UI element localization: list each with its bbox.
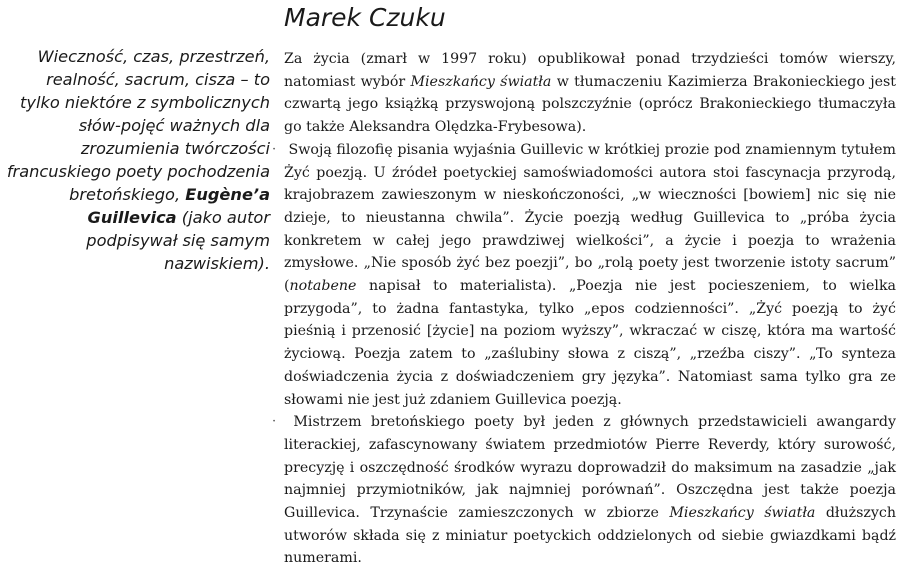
book-title: Mieszkańcy światła <box>669 505 816 522</box>
sidebar-poet-name: Eugène’a Guillevica <box>87 185 270 227</box>
paragraph-3-text-a: Mistrzem bretońskiego poety był jeden z głównych przedstawicieli awangardy literackiej, zafascynowany światem przedmiotów Pierre Reverdy, który surowość, precyzję i oszczędność środków wyrazu doprowadził do maksimum na zasadzie „jak najmniej przymiotników, jak najmniej porównań”. Oszczędna jest także poezja Guillevica. Trzynaście zamieszczonych w zbiorze <box>284 414 896 522</box>
article-body <box>272 48 897 570</box>
author-heading: Marek Czuku <box>284 3 446 32</box>
paragraph-1-text-a: Za życia (zmarł w 1997 roku) opublikował ponad trzydzieści tomów wierszy, natomiast wybór <box>284 51 896 90</box>
sidebar-lead <box>2 45 270 275</box>
sidebar-lead-tail: (jako autor podpisywał się samym nazwiskiem). <box>86 208 270 273</box>
paragraph-1 <box>284 48 896 139</box>
paragraph-2-text-a: Swoją filozofię pisania wyjaśnia Guillevic w krótkiej prozie pod znamiennym tytułem Żyć poezją. U źródeł poetyckiej samoświadomości autora stoi fascynacja przyrodą, krajobrazem zawieszonym w nieskończoności, „w wieczności [bowiem] nic się nie dzieje, to nieustanna chwila”. Życie poezją według Guillevica to „próba życia konkretem w całej jego prawdziwej wielkości”, a życie i poezja to wrażenia zmysłowe. „Nie sposób żyć bez poezji”, bo „rolą poety jest tworzenie istoty sacrum” ( <box>284 141 896 295</box>
paragraph-marker: · <box>272 414 277 430</box>
paragraph-3 <box>272 411 896 570</box>
book-title: Mieszkańcy światła <box>410 73 552 90</box>
notabene-emphasis: notabene <box>289 278 357 295</box>
sidebar-lead-text: Wieczność, czas, przestrzeń, realność, sacrum, cisza – to tylko niektóre z symbolicznych słów-pojęć ważnych dla zrozumienia twórczości francuskiego poety pochodzenia bretońskiego, <box>6 47 270 204</box>
paragraph-2-text-b: napisał to materialista). „Poezja nie jest pocieszeniem, to wielka przygoda”, to żadna fantastyka, tylko „epos codzienności”. „Żyć poezją to żyć pieśnią i przenosić [życie] na poziom wyższy”, wkraczać w ciszę, która ma wartość życiową. Poezja zatem to „zaślubiny słowa z ciszą”, „rzeźba ciszy”. „To synteza doświadczenia życia z doświadczeniem gry języka”. Natomiast sama tylko gra ze słowami nie jest już zdaniem Guillevica poezją. <box>284 278 897 408</box>
paragraph-3-text-b: dłuższych utworów składa się z miniatur poetyckich oddzielonych od siebie gwiazdkami bądź numerami. <box>284 505 896 567</box>
paragraph-marker: · <box>272 141 277 157</box>
paragraph-2 <box>272 139 897 411</box>
paragraph-1-text-b: w tłumaczeniu Kazimierza Brakonieckiego jest czwartą jego książką przyswojoną polszczyźnie (oprócz Brakonieckiego tłumaczyła go także Aleksandra Olędzka-Frybesowa). <box>284 73 897 136</box>
